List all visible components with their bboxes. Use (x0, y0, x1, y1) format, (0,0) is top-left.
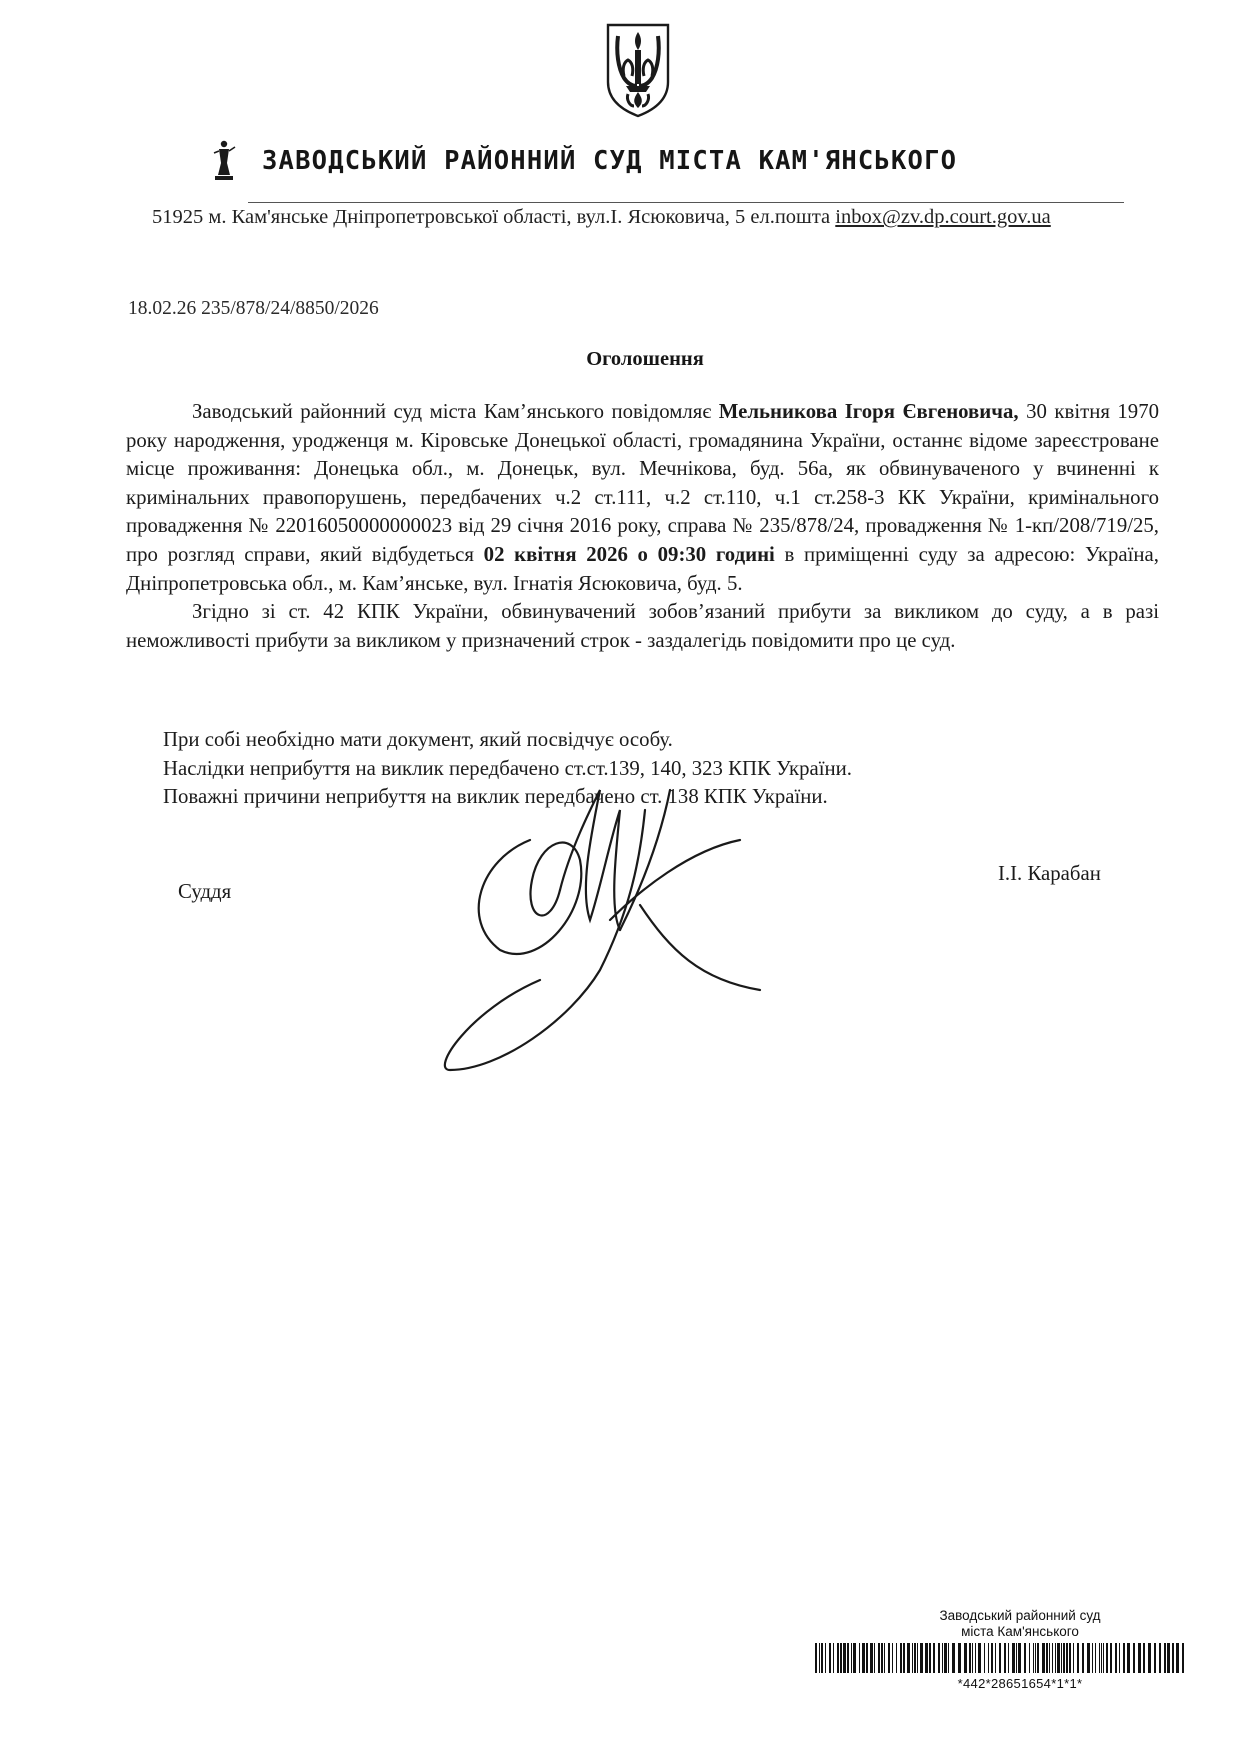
header-divider (248, 202, 1124, 203)
barcode-bar (912, 1643, 913, 1673)
barcode-bar (1035, 1643, 1036, 1673)
notice-body (126, 398, 1159, 655)
barcode-bar (1018, 1643, 1021, 1673)
outgoing-reference: 18.02.26 235/878/24/8850/2026 (128, 298, 379, 319)
barcode-bar (958, 1643, 961, 1673)
barcode-bar (914, 1643, 916, 1673)
barcode-bar (1046, 1643, 1048, 1673)
barcode-bar (1164, 1643, 1166, 1673)
requirement-line-1: При собі необхідно мати документ, який посвідчує особу. (163, 728, 673, 751)
barcode-bar (1057, 1643, 1060, 1673)
barcode-bar (1167, 1643, 1170, 1673)
court-email-link[interactable]: inbox@zv.dp.court.gov.ua (835, 206, 1051, 228)
barcode-bar (1127, 1643, 1130, 1673)
barcode-bar (938, 1643, 940, 1673)
barcode-bar (952, 1643, 955, 1673)
notice-paragraph-1 (126, 398, 1159, 598)
court-address (152, 206, 1132, 229)
barcode-bar (1024, 1643, 1026, 1673)
barcode-bar (1087, 1643, 1090, 1673)
barcode-bar (825, 1643, 826, 1673)
barcode-bar (840, 1643, 842, 1673)
barcode-bar (1012, 1643, 1015, 1673)
barcode-bar (1172, 1643, 1174, 1673)
barcode-bar (829, 1643, 831, 1673)
requirement-line-3: Поважні причини неприбуття на виклик передбачено ст. 138 КПК України. (163, 785, 828, 809)
barcode-bar (843, 1643, 846, 1673)
barcode-bar (1106, 1643, 1108, 1673)
barcode-bar (1077, 1643, 1079, 1673)
barcode-bar (1159, 1643, 1161, 1673)
document-title: Оголошення (586, 348, 704, 370)
barcode-bar (1123, 1643, 1125, 1673)
barcode-bar (995, 1643, 996, 1673)
barcode-bar (925, 1643, 928, 1673)
barcode-bar (1063, 1643, 1065, 1673)
barcode-bar (1133, 1643, 1135, 1673)
barcode-bar (851, 1643, 852, 1673)
barcode-bar (920, 1643, 923, 1673)
barcode-bar (1148, 1643, 1151, 1673)
barcode-bar (1119, 1643, 1120, 1673)
barcode-bar (948, 1643, 949, 1673)
barcode-bar (929, 1643, 931, 1673)
barcode-bar (853, 1643, 856, 1673)
barcode-bar (881, 1643, 883, 1673)
barcode-bar (933, 1643, 935, 1673)
barcode-bar (1110, 1643, 1112, 1673)
barcode-bar (862, 1643, 865, 1673)
barcode-bar (1052, 1643, 1053, 1673)
barcode-bar (1073, 1643, 1074, 1673)
themis-icon (212, 139, 236, 181)
barcode-bar (892, 1643, 893, 1673)
stamp-line-1: Заводський районний суд (939, 1608, 1101, 1623)
barcode-bar (1176, 1643, 1179, 1673)
registry-stamp-court (880, 1608, 1160, 1640)
barcode-bar (1033, 1643, 1034, 1673)
barcode-bar (1095, 1643, 1096, 1673)
judge-role: Суддя (178, 880, 232, 903)
barcode-bar (874, 1643, 875, 1673)
barcode-bar (884, 1643, 885, 1673)
barcode-bar (1055, 1643, 1056, 1673)
barcode-bar (888, 1643, 890, 1673)
barcode-bar (1092, 1643, 1093, 1673)
barcode-bar (964, 1643, 967, 1673)
barcode-bar (907, 1643, 910, 1673)
barcode-bar (1182, 1643, 1184, 1673)
barcode-bar (1115, 1643, 1117, 1673)
barcode-bar (942, 1643, 943, 1673)
court-name: ЗАВОДСЬКИЙ РАЙОННИЙ СУД МІСТА КАМ'ЯНСЬКОГО (262, 146, 958, 176)
barcode-bar (1037, 1643, 1039, 1673)
barcode-bar (837, 1643, 839, 1673)
barcode-bar (833, 1643, 834, 1673)
barcode-bar (1061, 1643, 1062, 1673)
barcode-bar (1016, 1643, 1017, 1673)
barcode-bar (1049, 1643, 1050, 1673)
barcode-bar (917, 1643, 918, 1673)
barcode-bar (1029, 1643, 1030, 1673)
p1-end: в приміщенні суду за адресою: Україна, Дніпропетровська обл., м. Кам’янське, вул. Ігнатія Ясюковича, буд. 5. (126, 542, 1159, 595)
barcode-bar (1008, 1643, 1009, 1673)
barcode-bar (847, 1643, 849, 1673)
barcode-bar (1103, 1643, 1104, 1673)
barcode-bar (1099, 1643, 1100, 1673)
defendant-name: Мельникова Ігоря Євгеновича, (718, 400, 1019, 423)
barcode-bar (878, 1643, 880, 1673)
stamp-line-2: міста Кам'янського (961, 1624, 1079, 1639)
judge-name: І.І. Карабан (998, 862, 1101, 885)
barcode-bar (1069, 1643, 1071, 1673)
barcode-bar (978, 1643, 981, 1673)
barcode-bar (821, 1643, 823, 1673)
p1-start: Заводський районний суд міста Кам’янського повідомляє (192, 400, 719, 423)
trident-icon (604, 22, 672, 118)
barcode-bar (819, 1643, 820, 1673)
barcode-bar (866, 1643, 868, 1673)
barcode-bar (1066, 1643, 1068, 1673)
barcode-bar (815, 1643, 817, 1673)
barcode-bar (903, 1643, 905, 1673)
barcode-bar (988, 1643, 989, 1673)
barcode-bar (972, 1643, 973, 1673)
address-text: 51925 м. Кам'янське Дніпропетровської області, вул.І. Ясюковича, 5 ел.пошта (152, 206, 836, 228)
barcode-bar (896, 1643, 897, 1673)
barcode-bar (870, 1643, 873, 1673)
barcode-number: *442*28651654*1*1* (957, 1676, 1083, 1691)
barcode-bar (1138, 1643, 1141, 1673)
barcode-bar (969, 1643, 971, 1673)
barcode-bar (999, 1643, 1001, 1673)
barcode-bar (944, 1643, 947, 1673)
barcode (815, 1643, 1185, 1673)
barcode-bar (975, 1643, 976, 1673)
barcode-bar (991, 1643, 993, 1673)
hearing-datetime: 02 квітня 2026 о 09:30 годині (483, 542, 775, 566)
barcode-bar (900, 1643, 902, 1673)
barcode-bar (859, 1643, 860, 1673)
barcode-bar (1143, 1643, 1145, 1673)
handwritten-signature (440, 780, 770, 1080)
barcode-bar (1082, 1643, 1084, 1673)
requirement-line-2: Наслідки неприбуття на виклик передбачено ст.ст.139, 140, 323 КПК України. (163, 756, 852, 780)
barcode-bar (1004, 1643, 1006, 1673)
barcode-bar (984, 1643, 985, 1673)
notice-paragraph-2: Згідно зі ст. 42 КПК України, обвинувачений зобов’язаний прибути за викликом до суду, а в разі неможливості прибути за викликом у призначений строк - заздалегідь повідомити про це суд. (126, 600, 1159, 652)
barcode-bar (1101, 1643, 1102, 1673)
p1-mid: 30 квітня 1970 року народження, уродженця м. Кіровське Донецької області, громадянина України, останнє відоме зареєстроване місце проживання: Донецька обл., м. Донецьк, вул. Мечнікова, буд. 56а, як обвинуваченого у вчиненні к кримінальних правопорушень, передбачених ч.2 ст.111, ч.2 ст.110, ч.1 ст.258-3 КК України, кримінального провадження № 22016050000000023 від 29 січня 2016 року, справа № 235/878/24, провадження № 1-кп/208/719/25, про розгляд справи, який відбудеться (126, 400, 1159, 566)
barcode-bar (1042, 1643, 1045, 1673)
barcode-bar (1154, 1643, 1156, 1673)
